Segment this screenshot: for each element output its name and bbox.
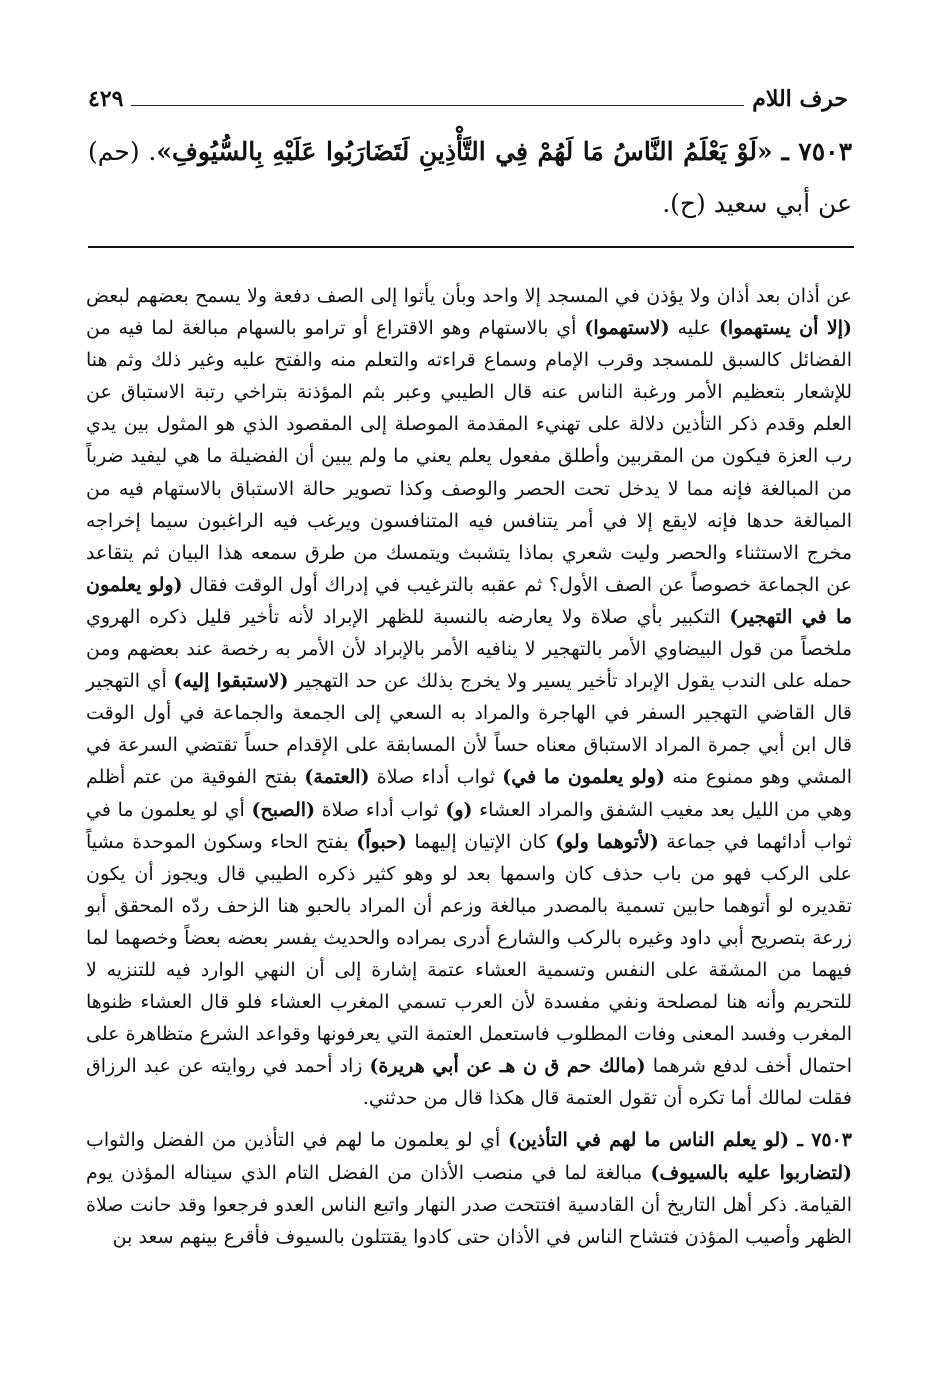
- quoted-phrase: (ولو يعلمون ما في التهجير): [86, 573, 852, 628]
- quoted-phrase: (لأتوهما ولو): [555, 830, 659, 853]
- quoted-phrase: (لاستهموا): [584, 317, 670, 340]
- hadith-matn: [88, 126, 852, 230]
- running-title: حرف اللام: [752, 86, 848, 112]
- quoted-phrase: (لاستبقوا إليه): [173, 670, 289, 693]
- section-divider: [88, 246, 854, 248]
- hadith-number: ٧٥٠٣ ـ: [781, 137, 852, 166]
- commentary-paragraph: [86, 280, 852, 1114]
- commentary-text: بفتح الفوقية من عتم أظلم وهي من الليل بعد مغيب الشفق والمراد العشاء: [86, 766, 852, 821]
- quoted-phrase: (ولو يعلمون ما في): [502, 766, 665, 789]
- quoted-phrase: (العتمة): [304, 766, 370, 789]
- commentary-text: ثواب أداء صلاة: [369, 766, 503, 789]
- running-header: [88, 78, 848, 112]
- commentary-text: ثواب أداء صلاة: [315, 798, 446, 821]
- commentary: [86, 280, 852, 1253]
- commentary-text: أي لو يعلمون ما لهم في التأذين من الفضل والثواب: [86, 1129, 508, 1152]
- commentary-text: التكبير بأي صلاة ولا يعارضه بالنسبة للظهر الإبراد لأنه تأخير قليل ذكره الهروي ملخصاً من قول البيضاوي الأمر بالتهجير لا ينافيه الأمر بالإبراد لأن الأمر به رخصة عند بعضهم ومن حمله على الندب يقول الإبراد تأخير يسير ولا يخرج بذلك عن حد التهجير: [86, 605, 852, 693]
- quoted-phrase: (حبواً): [356, 830, 407, 853]
- quoted-phrase: (لو يعلم الناس ما لهم في التأذين): [508, 1129, 790, 1152]
- commentary-text: بفتح الحاء وسكون الموحدة مشياً على الركب فهو من باب حذف كان واسمها بعد لو وهو كثير ذكره الطيبي قال ويجوز أن يكون تقديره لو أتوهما حابين تسمية بالمصدر مبالغة وزعم أن المراد بالحبو هنا الزحف ردّه المحقق أبو زرعة بتصريح أبي داود وغيره بالركب والشارع أدرى بمراده والحديث يفسر بعضه بعضاً وخصهما لما فيهما من المشقة على النفس وتسمية العشاء عتمة إشارة إلى أن النهي الوارد فيه للتنزيه لا للتحريم وأنه هنا لمصلحة ونفي مفسدة لأن العرب تسمي المغرب العشاء فلو قال العشاء ظنوها المغرب وفسد المعنى وفات المطلوب فاستعمل العتمة التي يعرفونها وقواعد الشرع متظاهرة على احتمال أخف لدفع شرهما: [86, 830, 853, 1078]
- commentary-text: عليه: [669, 317, 719, 340]
- quoted-phrase: (و): [445, 798, 473, 821]
- hadith-number: ٧٥٠٣ ـ: [789, 1129, 853, 1152]
- commentary-text: كان الإتيان إليهما: [406, 830, 556, 853]
- hadith-text: «لَوْ يَعْلَمُ النَّاسُ مَا لَهُمْ فِي التَّأْذِينِ لَتَضَارَبُوا عَلَيْهِ بِالسُّيُوفِ»: [156, 137, 773, 166]
- commentary-paragraph: [86, 1124, 852, 1252]
- quoted-phrase: (لتضاربوا عليه بالسيوف): [650, 1161, 852, 1184]
- quoted-phrase: (الصبح): [251, 798, 316, 821]
- page-number: ٤٢٩: [88, 86, 124, 112]
- commentary-text: أي بالاستهام وهو الاقتراع أو ترامو بالسهام مبالغة لما فيه من الفضائل كالسبق للمسجد وقرب الإمام وسماع قراءته والتعلم منه والفتح عليه وغير ذلك وثم هنا للإشعار بتعظيم الأمر ورغبة الناس عنه قال الطيبي وعبر بثم المؤذنة بتراخي رتبة الاستباق عن العلم وقدم ذكر التأذين دلالة على تهنيء المقدمة الموصلة إلى المقصود الذي هو المثول بين يدي رب العزة فيكون من المقربين وأطلق مفعول يعلم يعني ما ولم يبين أن الفضيلة ما هي ليفيد ضرباً من المبالغة فإنه مما لا يدخل تحت الحصر والوصف وكذا تصوير حالة الاستباق بالاستهام فيه من المبالغة حدها فإنه لايقع إلا في أمر يتنافس فيه المتنافسون ويرغب فيه الراغبون سيما إخراجه مخرج الاستثناء والحصر وليت شعري بماذا يتشبث ويتمسك من طرق سمعه هذا البيان ثم يتقاعد عن الجماعة خصوصاً عن الصف الأول؟ ثم عقبه بالترغيب في إدراك أول الوقت فقال: [86, 317, 852, 596]
- commentary-text: أي لو يعلمون ما في ثواب أدائهما في جماعة: [86, 798, 852, 853]
- commentary-text: أي التهجير قال القاضي التهجير السفر في الهاجرة والمراد به السعي إلى الجمعة والجماعة في أول الوقت قال ابن أبي جمرة المراد الاستباق معناه حساً لأن المسابقة على الإقدام حساً تقتضي السرعة في المشي وهو ممنوع منه: [86, 670, 852, 789]
- hadith-attribution: . (حم) عن أبي سعيد (ح).: [88, 137, 852, 218]
- quoted-phrase: (إلا أن يستهموا): [718, 317, 852, 340]
- commentary-text: عن أذان بعد أذان ولا يؤذن في المسجد إلا واحد وبأن يأتوا إلى الصف دفعة ولا يسمح بعضهم لبعض: [86, 285, 852, 307]
- source-attribution: (مالك حم ق ن هـ عن أبي هريرة): [369, 1055, 646, 1078]
- commentary-text: مبالغة لما في منصب الأذان من الفضل التام الذي سيناله المؤذن يوم القيامة. ذكر أهل التاريخ أن القادسية افتتحت صدر النهار واتبع الناس العدو فرجعوا وقد حانت صلاة الظهر وأصيب المؤذن فتشاح الناس في الأذان حتى كادوا يقتتلون بالسيوف فأقرع بينهم سعد بن: [86, 1161, 852, 1248]
- header-rule: [131, 105, 744, 106]
- commentary-text: زاد أحمد في روايته عن عبد الرزاق فقلت لمالك أما تكره أن تقول العتمة قال هكذا قال من حدثني.: [86, 1055, 852, 1110]
